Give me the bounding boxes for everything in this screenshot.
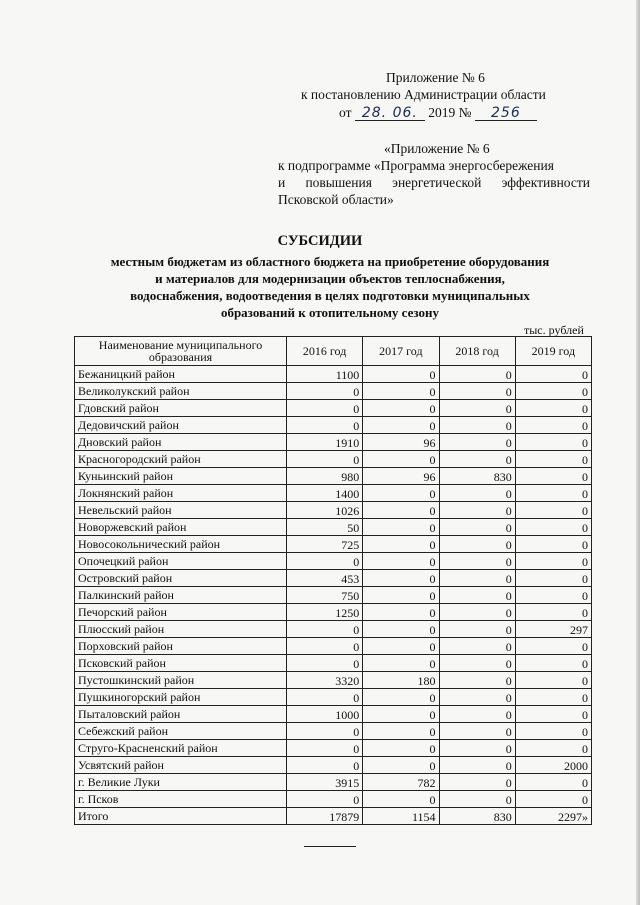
amount-cell: 0 [515,706,591,723]
subprogram-line-1: к подпрограмме «Программа энергосбережения [278,158,554,173]
municipality-name-cell: Пыталовский район [75,706,287,723]
table-row [75,468,592,485]
amount-cell: 1154 [363,808,439,825]
municipality-name-cell: Новосокольнический район [75,536,287,553]
table-row [75,451,592,468]
municipality-name-cell: Дновский район [75,434,287,451]
amount-cell: 0 [515,417,591,434]
amount-cell: 0 [363,706,439,723]
amount-cell: 0 [515,638,591,655]
amount-cell: 0 [439,638,515,655]
amount-cell: 0 [287,417,363,434]
municipality-name-cell: Локнянский район [75,485,287,502]
amount-cell: 0 [515,672,591,689]
amount-cell: 0 [439,400,515,417]
municipality-name-cell: г. Псков [75,791,287,808]
subprogram-line-3: Псковской области» [278,192,394,207]
amount-cell: 0 [515,570,591,587]
year-number-label: 2019 № [428,105,472,120]
municipality-name-cell: Гдовский район [75,400,287,417]
municipality-name-cell: Себежский район [75,723,287,740]
scan-edge [636,0,640,905]
amount-cell: 0 [515,791,591,808]
amount-cell: 0 [515,604,591,621]
amount-cell: 0 [515,383,591,400]
title-line-2: и материалов для модернизации объектов теплоснабжения, [155,271,505,286]
amount-cell: 1250 [287,604,363,621]
municipality-name-cell: Бежаницкий район [75,366,287,383]
amount-cell: 0 [363,689,439,706]
amount-cell: 0 [287,757,363,774]
municipality-name-cell: г. Великие Луки [75,774,287,791]
amount-cell: 0 [287,740,363,757]
table-total-row [75,808,592,825]
amount-cell: 0 [515,587,591,604]
amount-cell: 0 [439,417,515,434]
amount-cell: 0 [439,434,515,451]
amount-cell: 1026 [287,502,363,519]
municipality-name-cell: Псковский район [75,655,287,672]
table-row [75,502,592,519]
amount-cell: 0 [287,638,363,655]
table-row [75,757,592,774]
end-divider [304,846,356,847]
amount-cell: 0 [515,451,591,468]
document-title: СУБСИДИИ [277,233,363,249]
table-row [75,519,592,536]
amount-cell: 0 [515,553,591,570]
amount-cell: 0 [439,536,515,553]
amount-cell: 0 [515,519,591,536]
amount-cell: 0 [363,791,439,808]
municipality-name-cell: Пустошкинский район [75,672,287,689]
amount-cell: 1910 [287,434,363,451]
amount-cell: 0 [515,485,591,502]
amount-cell: 453 [287,570,363,587]
municipality-name-cell: Островский район [75,570,287,587]
units-label: тыс. рублей [524,323,584,337]
municipality-name-cell: Великолукский район [75,383,287,400]
column-header-2016: 2016 год [287,337,363,366]
table-row [75,417,592,434]
amount-cell: 0 [363,587,439,604]
municipality-name-cell: Пушкиногорский район [75,689,287,706]
amount-cell: 0 [439,621,515,638]
amount-cell: 0 [287,451,363,468]
amount-cell: 0 [287,655,363,672]
subsidies-table [74,336,592,825]
amount-cell: 180 [363,672,439,689]
amount-cell: 0 [287,383,363,400]
amount-cell: 0 [363,451,439,468]
table-row [75,655,592,672]
amount-cell: 0 [363,757,439,774]
amount-cell: 0 [439,723,515,740]
municipality-name-cell: Плюсский район [75,621,287,638]
amount-cell: 0 [439,655,515,672]
amount-cell: 0 [363,570,439,587]
amount-cell: 0 [439,706,515,723]
table-row [75,621,592,638]
municipality-name-cell: Порховский район [75,638,287,655]
table-row [75,604,592,621]
table-row [75,791,592,808]
amount-cell: 0 [515,366,591,383]
column-header-municipality: Наименование муниципального образования [75,337,287,366]
amount-cell: 297 [515,621,591,638]
amount-cell: 0 [515,655,591,672]
municipality-name-cell: Дедовичский район [75,417,287,434]
amount-cell: 0 [515,689,591,706]
amount-cell: 0 [363,655,439,672]
amount-cell: 0 [363,536,439,553]
amount-cell: 980 [287,468,363,485]
amount-cell: 0 [363,383,439,400]
appendix-label: Приложение № 6 [386,70,485,85]
amount-cell: 2000 [515,757,591,774]
amount-cell: 0 [363,740,439,757]
amount-cell: 3915 [287,774,363,791]
amount-cell: 830 [439,468,515,485]
amount-cell: 0 [287,400,363,417]
amount-cell: 0 [287,689,363,706]
table-row [75,706,592,723]
amount-cell: 725 [287,536,363,553]
table-row [75,638,592,655]
table-row [75,536,592,553]
amount-cell: 0 [363,502,439,519]
amount-cell: 0 [439,587,515,604]
amount-cell: 0 [439,672,515,689]
amount-cell: 0 [439,553,515,570]
amount-cell: 0 [363,485,439,502]
title-line-1: местным бюджетам из областного бюджета на приобретение оборудования [110,254,550,269]
table-row [75,672,592,689]
subprogram-appendix-label: «Приложение № 6 [384,141,490,156]
amount-cell: 50 [287,519,363,536]
title-line-3: водоснабжения, водоотведения в целях подготовки муниципальных [130,288,530,303]
amount-cell: 0 [439,689,515,706]
amount-cell: 0 [439,366,515,383]
amount-cell: 0 [363,519,439,536]
table-row [75,366,592,383]
handwritten-date: 28. 06. [355,106,425,121]
amount-cell: 0 [363,604,439,621]
amount-cell: 0 [287,723,363,740]
table-row [75,587,592,604]
amount-cell: 0 [287,791,363,808]
amount-cell: 0 [439,791,515,808]
amount-cell: 0 [515,400,591,417]
amount-cell: 2297» [515,808,591,825]
municipality-name-cell: Новоржевский район [75,519,287,536]
amount-cell: 0 [439,383,515,400]
table-row [75,400,592,417]
amount-cell: 0 [439,485,515,502]
amount-cell: 17879 [287,808,363,825]
table-row [75,774,592,791]
amount-cell: 0 [363,723,439,740]
amount-cell: 0 [439,757,515,774]
amount-cell: 0 [515,740,591,757]
amount-cell: 0 [515,536,591,553]
municipality-name-cell: Невельский район [75,502,287,519]
amount-cell: 1100 [287,366,363,383]
table-row [75,553,592,570]
amount-cell: 0 [515,434,591,451]
amount-cell: 0 [439,570,515,587]
municipality-name-cell: Струго-Красненский район [75,740,287,757]
column-header-2018: 2018 год [439,337,515,366]
amount-cell: 0 [515,468,591,485]
amount-cell: 782 [363,774,439,791]
amount-cell: 96 [363,434,439,451]
amount-cell: 0 [363,553,439,570]
table-row [75,434,592,451]
column-header-2019: 2019 год [515,337,591,366]
amount-cell: 96 [363,468,439,485]
amount-cell: 0 [363,621,439,638]
resolution-reference: к постановлению Администрации области [301,87,546,102]
amount-cell: 0 [363,366,439,383]
table-row [75,383,592,400]
column-header-2017: 2017 год [363,337,439,366]
amount-cell: 0 [363,400,439,417]
amount-cell: 0 [363,417,439,434]
table-row [75,740,592,757]
municipality-name-cell: Красногородский район [75,451,287,468]
amount-cell: 0 [287,621,363,638]
amount-cell: 0 [439,740,515,757]
amount-cell: 1000 [287,706,363,723]
amount-cell: 750 [287,587,363,604]
municipality-name-cell: Опочецкий район [75,553,287,570]
title-line-4: образований к отопительному сезону [220,305,440,320]
municipality-name-cell: Палкинский район [75,587,287,604]
resolution-date-line [339,104,537,121]
municipality-name-cell: Усвятский район [75,757,287,774]
municipality-name-cell: Куньинский район [75,468,287,485]
amount-cell: 0 [439,519,515,536]
table-row [75,485,592,502]
municipality-name-cell: Печорский район [75,604,287,621]
subprogram-line-2: и повышения энергетической эффективности [278,175,590,190]
amount-cell: 3320 [287,672,363,689]
amount-cell: 0 [439,604,515,621]
amount-cell: 0 [363,638,439,655]
amount-cell: 0 [515,502,591,519]
amount-cell: 0 [439,451,515,468]
table-header-row [75,337,592,366]
date-prefix: от [339,105,352,120]
table-row [75,570,592,587]
municipality-name-cell: Итого [75,808,287,825]
amount-cell: 0 [439,502,515,519]
amount-cell: 0 [515,723,591,740]
amount-cell: 830 [439,808,515,825]
table-row [75,723,592,740]
amount-cell: 1400 [287,485,363,502]
amount-cell: 0 [439,774,515,791]
amount-cell: 0 [287,553,363,570]
handwritten-number: 256 [475,106,537,121]
amount-cell: 0 [515,774,591,791]
table-row [75,689,592,706]
